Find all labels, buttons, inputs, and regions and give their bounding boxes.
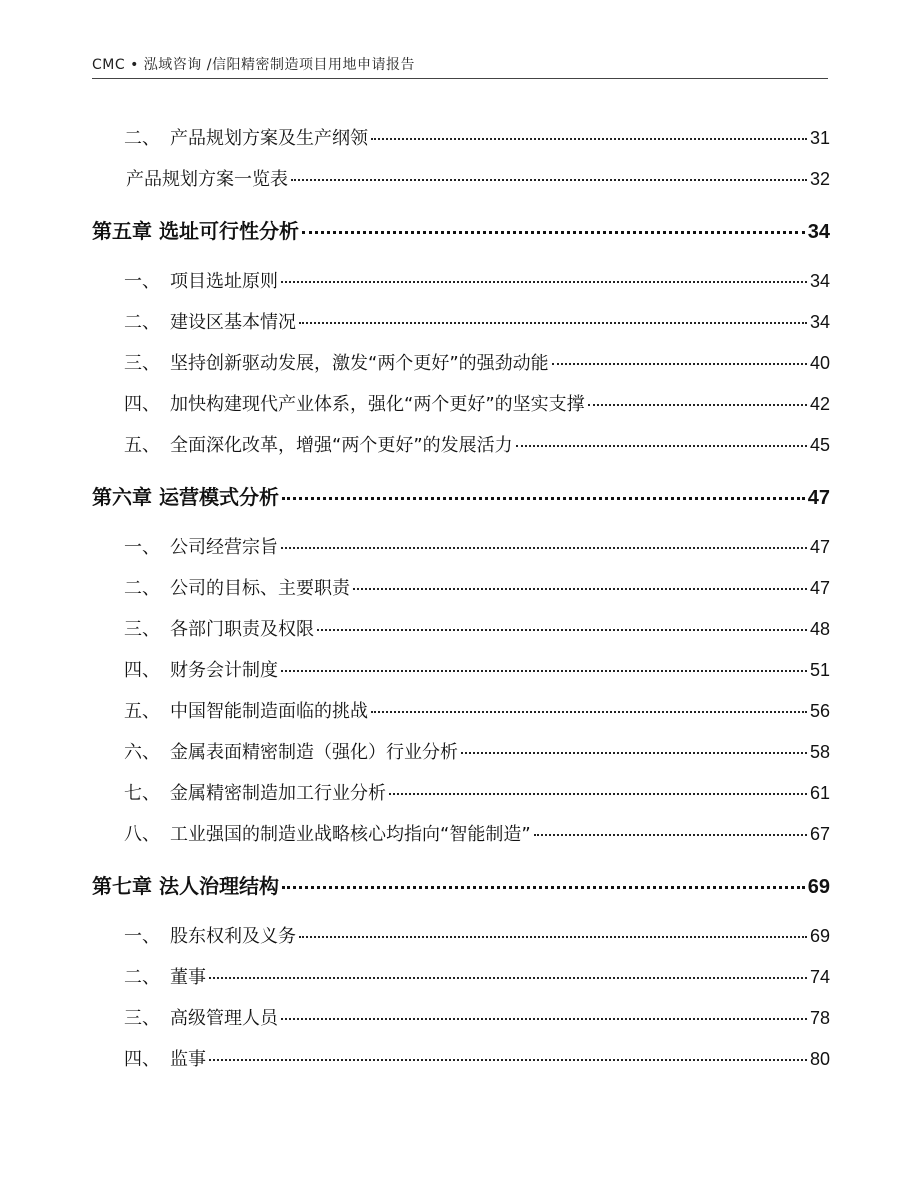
dot-leader xyxy=(282,497,805,500)
dot-leader xyxy=(299,322,807,324)
toc-entry-title: 董事 xyxy=(170,967,206,988)
toc-chapter-page: 47 xyxy=(807,487,830,509)
toc-entry[interactable] xyxy=(92,1004,830,1030)
dot-leader xyxy=(389,793,807,795)
toc-entry-page: 67 xyxy=(809,824,830,844)
toc-entry-index: 五、 xyxy=(124,701,160,722)
toc-entry-page: 74 xyxy=(809,967,830,987)
dot-leader xyxy=(291,179,807,181)
toc-entry-title: 各部门职责及权限 xyxy=(170,619,314,640)
toc-entry[interactable] xyxy=(92,308,830,334)
toc-entry-page: 56 xyxy=(809,701,830,721)
toc-entry[interactable] xyxy=(92,533,830,559)
dot-leader xyxy=(534,834,807,836)
toc-entry-title: 公司经营宗旨 xyxy=(170,537,278,558)
dot-leader xyxy=(302,231,805,234)
dot-leader xyxy=(371,138,807,140)
toc-entry-index: 四、 xyxy=(124,394,160,415)
toc-entry-index: 二、 xyxy=(124,578,160,599)
toc-entry-title: 监事 xyxy=(170,1049,206,1070)
toc-entry[interactable] xyxy=(92,349,830,375)
toc-entry-title: 建设区基本情况 xyxy=(170,312,296,333)
dot-leader xyxy=(299,936,807,938)
toc-entry-index: 二、 xyxy=(124,967,160,988)
toc-chapter-page: 69 xyxy=(807,876,830,898)
toc-entry-page: 47 xyxy=(809,537,830,557)
dot-leader xyxy=(552,363,807,365)
dot-leader xyxy=(281,547,807,549)
header-text: CMC • 泓域咨询 /信阳精密制造项目用地申请报告 xyxy=(92,57,415,73)
toc-entry[interactable] xyxy=(92,267,830,293)
toc-entry-page: 48 xyxy=(809,619,830,639)
dot-leader xyxy=(282,886,805,889)
toc-entry[interactable] xyxy=(92,779,830,805)
toc-entry-page: 32 xyxy=(809,169,830,189)
toc-entry[interactable] xyxy=(92,165,830,191)
toc-entry-title: 项目选址原则 xyxy=(170,271,278,292)
toc-chapter[interactable] xyxy=(92,870,830,899)
dot-leader xyxy=(516,445,807,447)
toc-entry[interactable] xyxy=(92,656,830,682)
dot-leader xyxy=(281,670,807,672)
toc-entry-page: 58 xyxy=(809,742,830,762)
toc-entry-title: 产品规划方案一览表 xyxy=(126,169,288,190)
toc-entry-page: 34 xyxy=(809,271,830,291)
dot-leader xyxy=(371,711,807,713)
toc-entry[interactable] xyxy=(92,922,830,948)
toc-entry-index: 四、 xyxy=(124,660,160,681)
toc-chapter-page: 34 xyxy=(807,221,830,243)
toc-entry-index: 一、 xyxy=(124,537,160,558)
dot-leader xyxy=(461,752,807,754)
toc-entry[interactable] xyxy=(92,390,830,416)
toc-entry-title: 股东权利及义务 xyxy=(170,926,296,947)
toc-entry-page: 61 xyxy=(809,783,830,803)
toc-chapter-title: 第五章 选址可行性分析 xyxy=(92,219,299,243)
toc-chapter-title: 第七章 法人治理结构 xyxy=(92,874,279,898)
dot-leader xyxy=(281,1018,807,1020)
toc-entry-title: 加快构建现代产业体系，强化“两个更好”的坚实支撑 xyxy=(170,394,585,415)
toc-entry-index: 一、 xyxy=(124,271,160,292)
dot-leader xyxy=(588,404,807,406)
toc-entry[interactable] xyxy=(92,738,830,764)
toc-entry-index: 三、 xyxy=(124,619,160,640)
toc-entry-page: 45 xyxy=(809,435,830,455)
toc-entry-title: 产品规划方案及生产纲领 xyxy=(170,128,368,149)
toc-entry-index: 八、 xyxy=(124,824,160,845)
toc-entry-page: 34 xyxy=(809,312,830,332)
toc-entry-page: 40 xyxy=(809,353,830,373)
toc-entry-index: 七、 xyxy=(124,783,160,804)
page-header xyxy=(92,54,828,79)
toc-entry-title: 中国智能制造面临的挑战 xyxy=(170,701,368,722)
dot-leader xyxy=(353,588,807,590)
toc-entry-page: 69 xyxy=(809,926,830,946)
toc-entry[interactable] xyxy=(92,124,830,150)
toc-entry-page: 51 xyxy=(809,660,830,680)
dot-leader xyxy=(209,977,807,979)
toc-entry-title: 坚持创新驱动发展，激发“两个更好”的强劲动能 xyxy=(170,353,549,374)
toc-entry-title: 金属表面精密制造（强化）行业分析 xyxy=(170,742,458,763)
toc-entry-index: 二、 xyxy=(124,312,160,333)
toc-entry-index: 二、 xyxy=(124,128,160,149)
toc-entry-index: 三、 xyxy=(124,353,160,374)
toc-entry-title: 全面深化改革，增强“两个更好”的发展活力 xyxy=(170,435,513,456)
toc-entry-title: 工业强国的制造业战略核心均指向“智能制造” xyxy=(170,824,531,845)
toc-entry[interactable] xyxy=(92,1045,830,1071)
toc-entry-index: 五、 xyxy=(124,435,160,456)
toc-entry[interactable] xyxy=(92,963,830,989)
toc-chapter-title: 第六章 运营模式分析 xyxy=(92,485,279,509)
toc-entry-page: 42 xyxy=(809,394,830,414)
toc-entry-title: 金属精密制造加工行业分析 xyxy=(170,783,386,804)
toc-entry[interactable] xyxy=(92,697,830,723)
toc-entry-page: 47 xyxy=(809,578,830,598)
dot-leader xyxy=(209,1059,807,1061)
toc-entry-page: 78 xyxy=(809,1008,830,1028)
dot-leader xyxy=(281,281,807,283)
toc-entry-title: 高级管理人员 xyxy=(170,1008,278,1029)
dot-leader xyxy=(317,629,807,631)
toc-chapter[interactable] xyxy=(92,215,830,244)
toc-entry-page: 31 xyxy=(809,128,830,148)
toc-entry-index: 三、 xyxy=(124,1008,160,1029)
toc-entry-title: 公司的目标、主要职责 xyxy=(170,578,350,599)
toc-entry[interactable] xyxy=(92,431,830,457)
toc-entry-page: 80 xyxy=(809,1049,830,1069)
toc-entry-index: 六、 xyxy=(124,742,160,763)
toc-entry-index: 四、 xyxy=(124,1049,160,1070)
toc-entry[interactable] xyxy=(92,615,830,641)
toc-entry-index: 一、 xyxy=(124,926,160,947)
toc-entry[interactable] xyxy=(92,820,830,846)
toc-entry[interactable] xyxy=(92,574,830,600)
toc-entry-title: 财务会计制度 xyxy=(170,660,278,681)
toc-chapter[interactable] xyxy=(92,481,830,510)
